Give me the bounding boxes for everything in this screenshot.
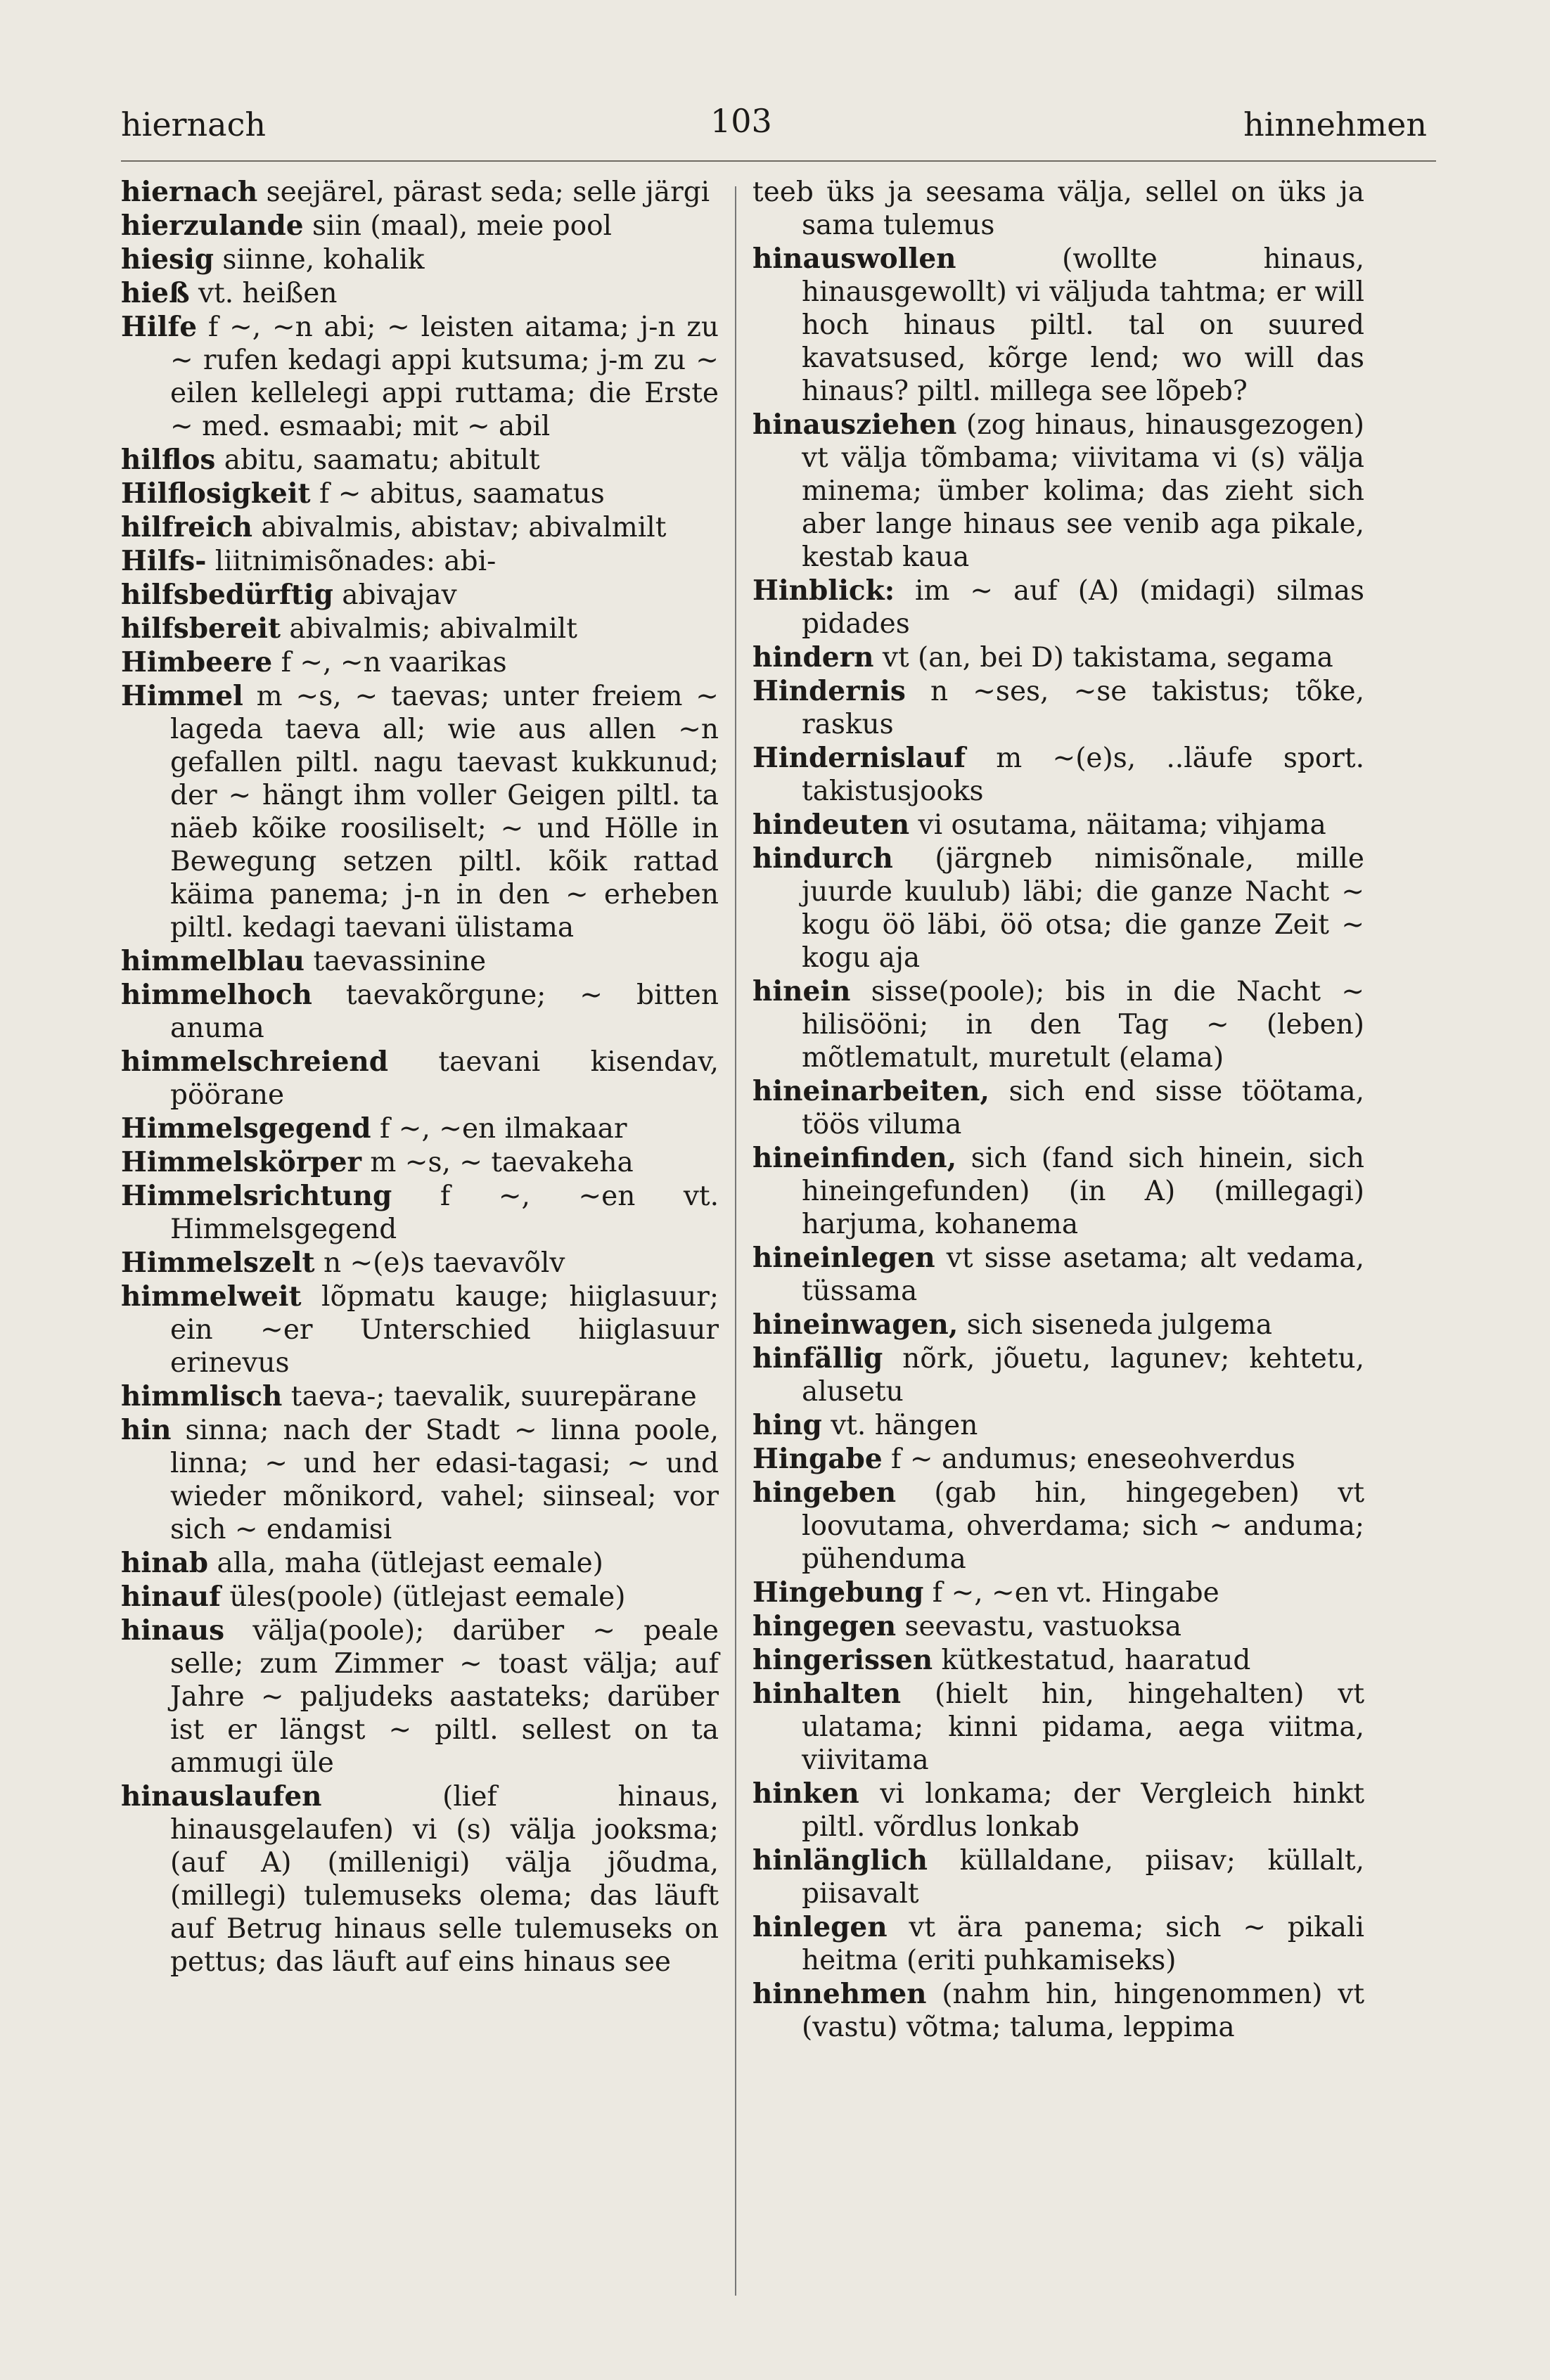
entry-definition: vt ära panema; sich ~ pikali heitma (eriti puhkamiseks)	[802, 1912, 1364, 1976]
entry-headword: hiesig	[121, 243, 214, 276]
dictionary-entry	[752, 1678, 1364, 1777]
entry-headword: Hinblick:	[752, 574, 895, 607]
entry-definition: sich end sisse töötama, töös viluma	[802, 1076, 1364, 1140]
entry-definition: vt. hängen	[821, 1410, 978, 1441]
dictionary-entry	[121, 1780, 719, 1979]
entry-headword: hineinlegen	[752, 1242, 935, 1274]
entry-headword: hinaus	[121, 1614, 225, 1647]
entry-definition: abivalmis, abistav; abivalmilt	[252, 512, 667, 543]
entry-headword: hingerissen	[752, 1644, 933, 1676]
dictionary-entry	[752, 1308, 1364, 1342]
entry-headword: hinhalten	[752, 1678, 902, 1710]
entry-headword: hingeben	[752, 1477, 897, 1509]
entry-headword: hinfällig	[752, 1342, 883, 1375]
entry-headword: himmelblau	[121, 945, 305, 977]
dictionary-entry	[121, 477, 719, 510]
dictionary-entry	[752, 1342, 1364, 1408]
entry-definition: sinna; nach der Stadt ~ linna poole, linna; ~ und her edasi-tagasi; ~ und wieder mõnikord, vahel; siinseal; vor sich ~ endamisi	[170, 1415, 719, 1545]
entry-headword: hinlegen	[752, 1911, 888, 1943]
entry-definition: küllaldane, piisav; küllalt, piisavalt	[802, 1845, 1364, 1910]
dictionary-entry	[752, 1477, 1364, 1576]
entry-headword: Hilfs-	[121, 545, 207, 577]
dictionary-entry	[121, 1380, 719, 1413]
dictionary-entry	[121, 979, 719, 1045]
entry-headword: Hilflosigkeit	[121, 477, 311, 510]
entry-definition: sich siseneda julgema	[958, 1309, 1272, 1341]
left-column	[121, 176, 719, 1979]
dictionary-entry	[752, 1242, 1364, 1308]
entry-headword: Himmelsrichtung	[121, 1180, 392, 1212]
entry-definition: siin (maal), meie pool	[303, 210, 613, 242]
dictionary-entry	[752, 1075, 1364, 1141]
entry-definition: vi osutama, näitama; vihjama	[909, 809, 1326, 841]
entry-definition: abivalmis; abivalmilt	[281, 613, 577, 645]
entry-headword: himmelhoch	[121, 979, 312, 1011]
entry-definition: vt (an, bei D) takistama, segama	[873, 642, 1333, 674]
dictionary-entry	[121, 1180, 719, 1246]
entry-definition: taeva-; taevalik, suurepärane	[282, 1381, 697, 1413]
dictionary-entry	[752, 574, 1364, 641]
entry-headword: hinauswollen	[752, 243, 956, 275]
dictionary-entry	[752, 1142, 1364, 1241]
entry-headword: Hingebung	[752, 1576, 924, 1609]
entry-definition: taevani kisendav, pöörane	[170, 1046, 719, 1111]
entry-definition: f ~, ~n vaarikas	[272, 647, 507, 678]
dictionary-entry	[752, 742, 1364, 808]
running-head-left: hiernach	[121, 105, 266, 143]
entry-headword: hinausziehen	[752, 409, 957, 441]
entry-definition: lõpmatu kauge; hiiglasuur; ein ~er Unterschied hiiglasuur erinevus	[170, 1281, 719, 1379]
entry-headword: hineinwagen,	[752, 1308, 959, 1341]
dictionary-entry	[121, 311, 719, 443]
entry-headword: hineinarbeiten,	[752, 1075, 989, 1107]
entry-headword: Hindernislauf	[752, 742, 966, 774]
entry-headword: hinnehmen	[752, 1978, 927, 2010]
dictionary-entry	[121, 945, 719, 978]
entry-definition: (järgneb nimisõnale, mille juurde kuulub) läbi; die ganze Nacht ~ kogu öö läbi, öö otsa; die ganze Zeit ~ kogu aja	[802, 843, 1364, 974]
dictionary-entry	[752, 1777, 1364, 1844]
entry-definition: n ~(e)s taevavõlv	[314, 1247, 565, 1279]
dictionary-entry	[752, 1610, 1364, 1643]
entry-headword: hiernach	[121, 176, 258, 208]
entry-definition: sisse(poole); bis in die Nacht ~ hilisööni; in den Tag ~ (leben) mõtlematult, muretult (elama)	[802, 976, 1364, 1074]
dictionary-entry	[121, 1046, 719, 1112]
entry-definition: (hielt hin, hingehalten) vt ulatama; kinni pidama, aega viitma, viivitama	[802, 1678, 1364, 1776]
entry-definition: f ~, ~en ilmakaar	[371, 1113, 627, 1145]
entry-definition: f ~ abitus, saamatus	[310, 478, 605, 510]
entry-definition: m ~s, ~ taevas; unter freiem ~ lageda taeva all; wie aus allen ~n gefallen piltl. nagu taevast kukkunud; der ~ hängt ihm voller Geigen piltl. ta näeb kõike roosiliselt; ~ und Hölle in Bewegung setzen piltl. kõik rattad käima panema; j-n in den ~ erheben piltl. kedagi taevani ülistama	[170, 681, 719, 944]
dictionary-entry	[752, 243, 1364, 408]
dictionary-entry	[752, 641, 1364, 674]
entry-headword: hindurch	[752, 842, 893, 875]
entry-headword: hinab	[121, 1547, 209, 1579]
column-divider	[735, 186, 736, 2296]
dictionary-entry	[752, 1576, 1364, 1609]
entry-definition: abivajav	[333, 579, 457, 611]
dictionary-entry	[121, 210, 719, 243]
entry-headword: hin	[121, 1414, 172, 1446]
entry-headword: hindern	[752, 641, 874, 674]
entry-headword: hineinfinden,	[752, 1142, 957, 1174]
dictionary-entry	[121, 1247, 719, 1280]
entry-definition: siinne, kohalik	[214, 244, 425, 276]
dictionary-entry	[752, 409, 1364, 574]
dictionary-entry	[121, 646, 719, 679]
entry-definition: f ~, ~en vt. Hingabe	[923, 1577, 1219, 1609]
entry-definition: (nahm hin, hingenommen) vt (vastu) võtma; taluma, leppima	[802, 1979, 1364, 2043]
entry-definition: teeb üks ja seesama välja, sellel on üks ja sama tulemus	[752, 176, 1364, 241]
entry-definition: taevassinine	[305, 946, 487, 977]
entry-definition: (gab hin, hingegeben) vt loovutama, ohverdama; sich ~ andumа; pühenduma	[802, 1477, 1364, 1575]
entry-headword: himmelweit	[121, 1280, 302, 1313]
entry-headword: hing	[752, 1409, 822, 1441]
entry-definition: f ~, ~n abi; ~ leisten aitama; j-n zu ~ rufen kedagi appi kutsuma; j-m zu ~ eilen kellelegi appi ruttama; die Erste ~ med. esmaabi; mit ~ abil	[170, 311, 719, 442]
entry-definition: im ~ auf (A) (midagi) silmas pidades	[802, 575, 1364, 640]
entry-headword: hilfsbedürftig	[121, 579, 333, 611]
dictionary-entry	[752, 1409, 1364, 1442]
dictionary-entry	[121, 612, 719, 645]
entry-definition: n ~ses, ~se takistus; tõke, raskus	[802, 676, 1364, 740]
dictionary-entry	[752, 1443, 1364, 1476]
entry-headword: hierzulande	[121, 210, 304, 242]
dictionary-entry	[121, 545, 719, 578]
entry-definition: seejärel, pärast seda; selle järgi	[257, 176, 710, 208]
entry-definition: vi lonkama; der Vergleich hinkt piltl. võrdlus lonkab	[802, 1778, 1364, 1843]
running-head-right: hinnehmen	[1243, 105, 1427, 143]
entry-headword: Himmelsgegend	[121, 1112, 371, 1145]
dictionary-entry	[752, 842, 1364, 974]
dictionary-entry	[121, 1414, 719, 1546]
entry-headword: Himmelszelt	[121, 1247, 315, 1279]
entry-headword: hilflos	[121, 444, 216, 476]
entry-definition: alla, maha (ütlejast eemale)	[208, 1548, 603, 1579]
entry-headword: hinauf	[121, 1581, 221, 1613]
entry-definition: sich (fand sich hinein, sich hineingefunden) (in A) (millegagi) harjuma, kohanema	[802, 1143, 1364, 1240]
entry-definition: vt. heißen	[189, 278, 338, 309]
entry-headword: Hilfe	[121, 311, 198, 343]
entry-definition: (zog hinaus, hinausgezogen) vt välja tõmbama; viivitama vi (s) välja minema; ümber kolima; das zieht sich aber lange hinaus see venib aga pikale, kestab kaua	[802, 409, 1364, 573]
entry-definition: taevakõrgune; ~ bitten anuma	[170, 979, 719, 1044]
entry-headword: hieß	[121, 277, 190, 309]
dictionary-entry	[752, 176, 1364, 242]
dictionary-entry	[752, 1911, 1364, 1977]
entry-definition: m ~(e)s, ..läufe sport. takistusjooks	[802, 742, 1364, 807]
entry-headword: hinken	[752, 1777, 859, 1810]
entry-headword: Himmelskörper	[121, 1146, 361, 1178]
dictionary-entry	[121, 1146, 719, 1179]
entry-definition: välja(poole); darüber ~ peale selle; zum Zimmer ~ toast välja; auf Jahre ~ paljudeks aastateks; darüber ist er längst ~ piltl. sellest on ta ammugi üle	[170, 1615, 719, 1779]
dictionary-entry	[121, 1581, 719, 1614]
dictionary-entry	[121, 243, 719, 276]
entry-headword: Hindernis	[752, 675, 906, 707]
dictionary-entry	[121, 1280, 719, 1379]
dictionary-entry	[121, 579, 719, 612]
entry-headword: hingegen	[752, 1610, 897, 1642]
dictionary-entry	[752, 675, 1364, 741]
dictionary-entry	[121, 176, 719, 209]
dictionary-entry	[121, 444, 719, 477]
entry-headword: Himmel	[121, 680, 243, 712]
dictionary-entry	[121, 511, 719, 544]
entry-headword: hilfreich	[121, 511, 253, 543]
page-number: 103	[710, 102, 772, 140]
dictionary-entry	[752, 1978, 1364, 2044]
dictionary-entry	[121, 1547, 719, 1580]
entry-definition: f ~, ~en vt. Himmelsgegend	[170, 1181, 719, 1245]
entry-definition: (lief hinaus, hinausgelaufen) vi (s) välja jooksma; (auf A) (millenigi) välja jõudma, (millegi) tulemuseks olema; das läuft auf Betrug hinaus selle tulemuseks on pettus; das läuft auf eins hinaus see	[170, 1781, 719, 1978]
dictionary-entry	[121, 680, 719, 944]
dictionary-entry	[121, 1112, 719, 1145]
entry-headword: Himbeere	[121, 646, 273, 678]
dictionary-entry	[121, 277, 719, 310]
entry-headword: hinein	[752, 975, 851, 1008]
dictionary-entry	[752, 975, 1364, 1074]
dictionary-entry	[752, 1844, 1364, 1910]
entry-definition: vt sisse asetama; alt vedama, tüssama	[802, 1242, 1364, 1307]
header-rule	[121, 160, 1436, 162]
entry-definition: f ~ andumus; eneseohverdus	[882, 1443, 1295, 1475]
entry-definition: üles(poole) (ütlejast eemale)	[220, 1581, 626, 1613]
entry-definition: liitnimisõnades: abi-	[206, 546, 497, 577]
dictionary-entry	[121, 1614, 719, 1780]
entry-headword: hindeuten	[752, 809, 910, 841]
entry-headword: hinlänglich	[752, 1844, 928, 1877]
entry-headword: himmlisch	[121, 1380, 283, 1413]
entry-headword: hilfsbereit	[121, 612, 281, 645]
dictionary-entry	[752, 809, 1364, 842]
entry-headword: himmelschreiend	[121, 1046, 389, 1078]
dictionary-entry	[752, 1644, 1364, 1677]
entry-definition: seevastu, vastuoksa	[896, 1611, 1181, 1642]
entry-definition: nõrk, jõuetu, lagunev; kehtetu, alusetu	[802, 1343, 1364, 1408]
entry-definition: (wollte hinaus, hinausgewollt) vi väljuda tahtma; er will hoch hinaus piltl. tal on suured kavatsused, kõrge lend; wo will das hinaus? piltl. millega see lõpeb?	[802, 243, 1364, 407]
entry-headword: Hingabe	[752, 1443, 883, 1475]
entry-headword: hinauslaufen	[121, 1780, 322, 1813]
entry-definition: m ~s, ~ taevakeha	[361, 1147, 634, 1178]
entry-definition: kütkestatud, haaratud	[933, 1645, 1251, 1676]
entry-definition: abitu, saamatu; abitult	[215, 444, 540, 476]
right-column	[752, 176, 1364, 2045]
